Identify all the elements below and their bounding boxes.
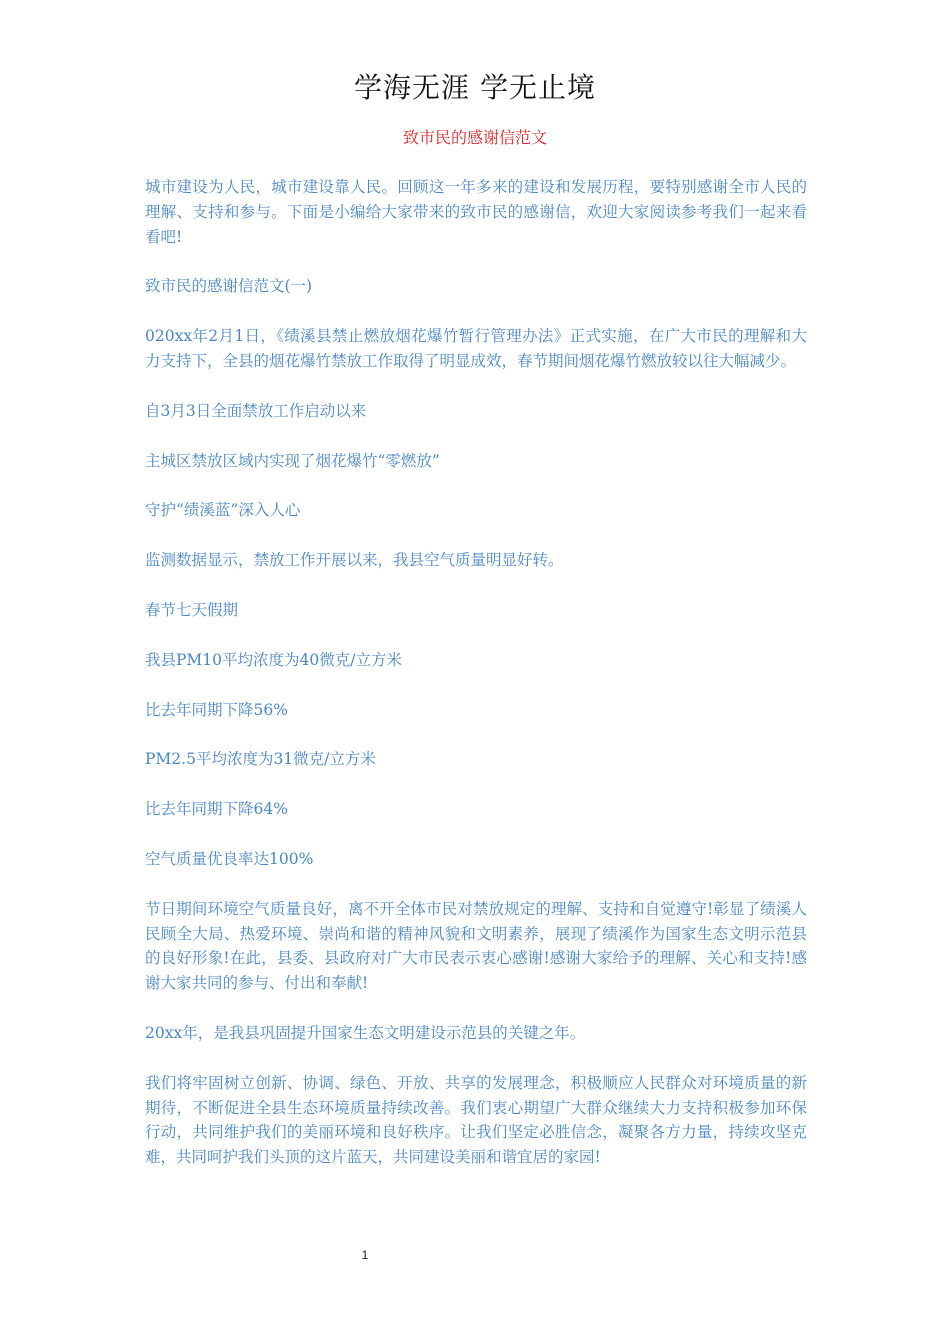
paragraph-section-heading: 致市民的感谢信范文(一): [145, 277, 313, 296]
page-number: 1: [361, 1248, 369, 1262]
page-header-title: 学海无涯 学无止境: [354, 71, 596, 104]
paragraph: 20xx年，是我县巩固提升国家生态文明建设示范县的关键之年。: [145, 1023, 586, 1042]
paragraph: 主城区禁放区域内实现了烟花爆竹“零燃放”: [145, 451, 440, 470]
document-title: 致市民的感谢信范文: [402, 128, 547, 147]
paragraph: 比去年同期下降64%: [145, 800, 288, 819]
paragraph: 比去年同期下降56%: [145, 700, 288, 719]
paragraph: 节日期间环境空气质量良好，离不开全体市民对禁放规定的理解、支持和自觉遵守!彰显了绩溪人民顾全大局、热爱环境、崇尚和谐的精神风貌和文明素养，展现了绩溪作为国家生态文明示范县的良好形象!在此，县委、县政府对广大市民表示衷心感谢!感谢大家给予的理解、关心和支持!感谢大家共同的参与、付出和奉献!: [145, 899, 807, 993]
paragraph: 我们将牢固树立创新、协调、绿色、开放、共享的发展理念，积极顺应人民群众对环境质量的新期待，不断促进全县生态环境质量持续改善。我们衷心期望广大群众继续大力支持积极参加环保行动，共同维护我们的美丽环境和良好秩序。让我们坚定必胜信念，凝聚各方力量，持续攻坚克难，共同呵护我们头顶的这片蓝天，共同建设美丽和谐宜居的家园!: [145, 1073, 807, 1167]
paragraph-intro: 城市建设为人民，城市建设靠人民。回顾这一年多来的建设和发展历程，要特别感谢全市人民的理解、支持和参与。下面是小编给大家带来的致市民的感谢信，欢迎大家阅读参考我们一起来看看吧!: [145, 178, 807, 246]
paragraph: 020xx年2月1日，《绩溪县禁止燃放烟花爆竹暂行管理办法》正式实施，在广大市民的理解和大力支持下，全县的烟花爆竹禁放工作取得了明显成效，春节期间烟花爆竹燃放较以往大幅减少。: [145, 327, 807, 370]
paragraph: 监测数据显示，禁放工作开展以来，我县空气质量明显好转。: [145, 551, 564, 570]
document-body: [145, 175, 807, 1195]
paragraph: 空气质量优良率达100%: [145, 849, 314, 868]
paragraph: 守护“绩溪蓝”深入人心: [145, 501, 301, 520]
paragraph: PM2.5平均浓度为31微克/立方米: [145, 750, 376, 769]
paragraph: 春节七天假期: [145, 600, 239, 619]
paragraph: 我县PM10平均浓度为40微克/立方米: [145, 650, 402, 669]
paragraph: 自3月3日全面禁放工作启动以来: [145, 401, 367, 420]
